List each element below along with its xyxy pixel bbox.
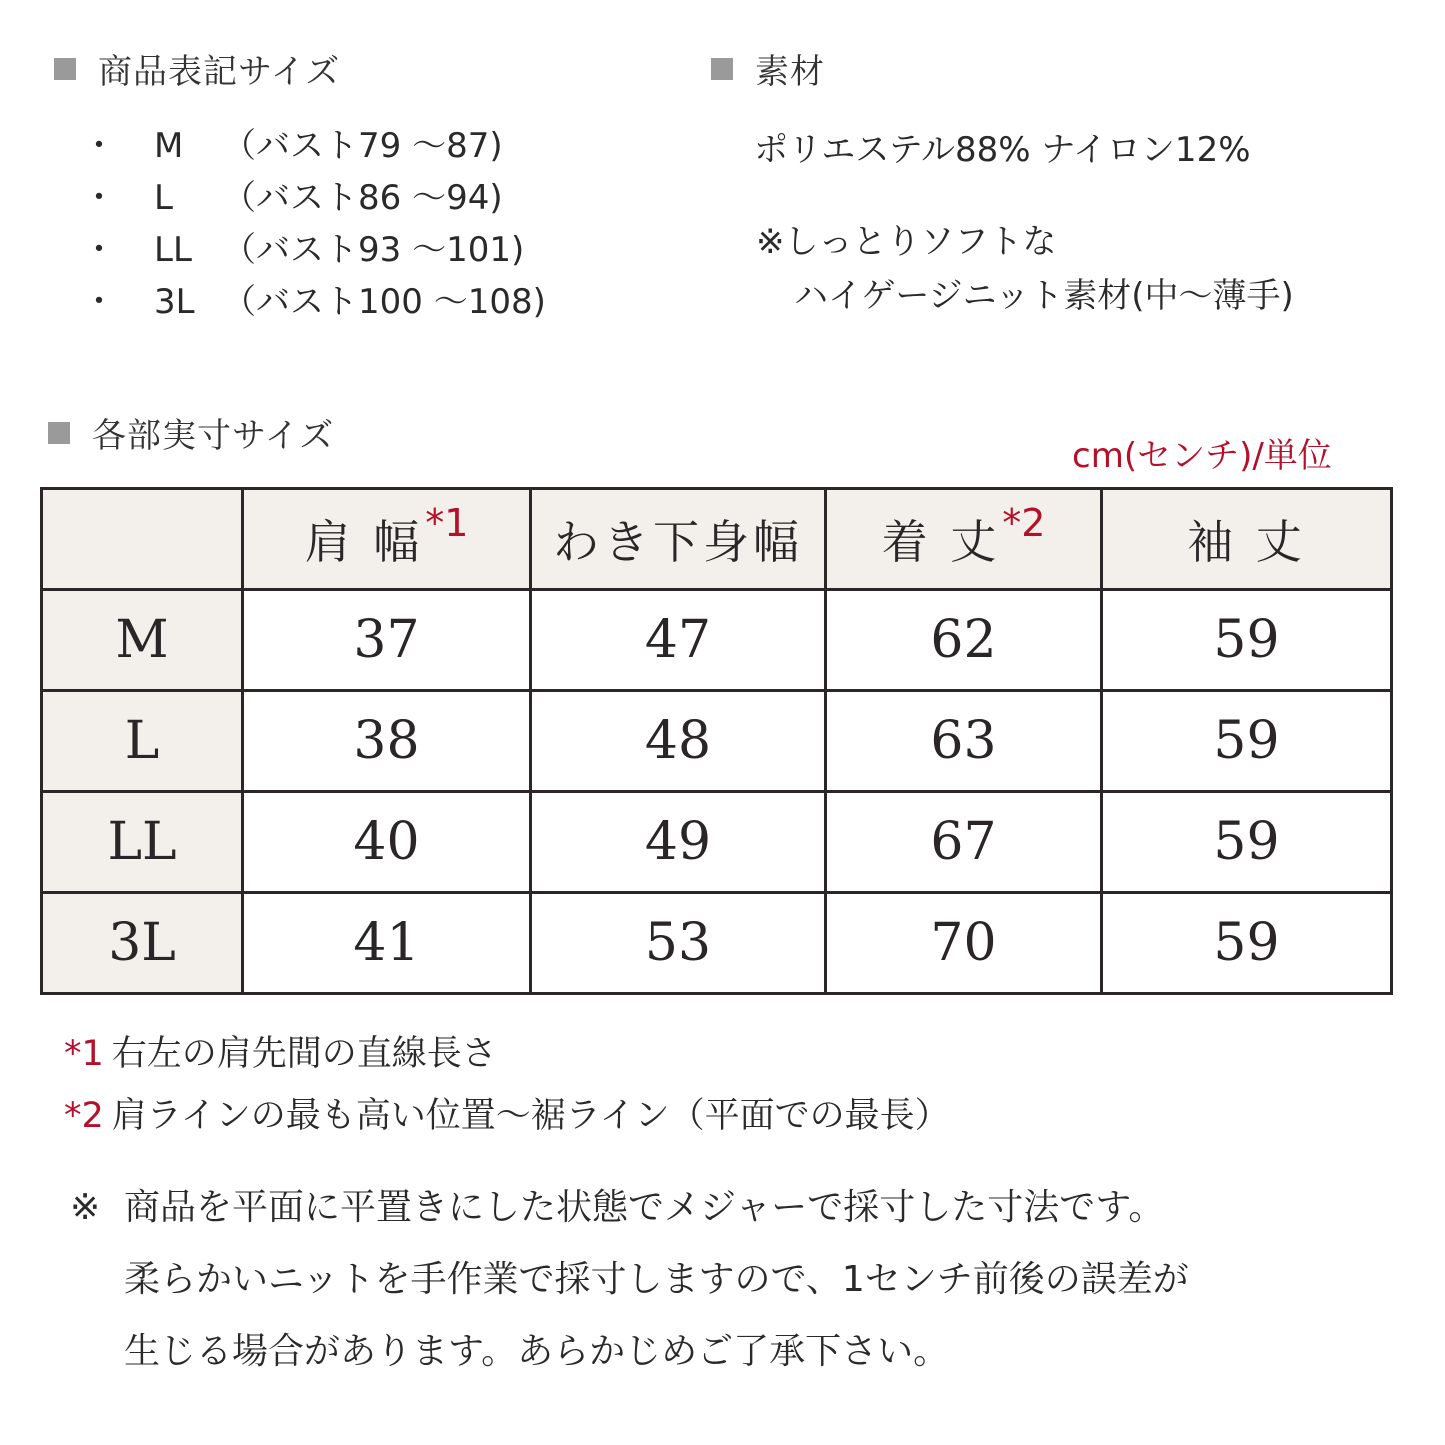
dot-bullet-icon: ・ xyxy=(82,282,116,322)
cell-value: 53 xyxy=(531,893,826,994)
cell-value: 49 xyxy=(531,792,826,893)
header-sleeve-length: 袖 丈 xyxy=(1102,489,1392,590)
cell-value: 38 xyxy=(243,691,531,792)
cell-value: 63 xyxy=(826,691,1102,792)
row-size-label: 3L xyxy=(42,893,243,994)
header-shoulder-width: 肩 幅$^{*1}$ xyxy=(243,489,531,590)
footnote-text: 右左の肩先間の直線長さ xyxy=(111,1034,497,1074)
list-item xyxy=(82,276,546,328)
labeled-size-list xyxy=(82,120,546,328)
footnote-mark-1: *1 xyxy=(425,501,469,545)
size-label: M xyxy=(154,126,184,166)
table-row xyxy=(42,590,1392,691)
cell-value: 59 xyxy=(1102,691,1392,792)
header-length: 着 丈$^{*2}$ xyxy=(826,489,1102,590)
header-corner xyxy=(42,489,243,590)
square-bullet-icon xyxy=(48,422,70,444)
cell-value: 59 xyxy=(1102,792,1392,893)
table-row xyxy=(42,792,1392,893)
cell-value: 40 xyxy=(243,792,531,893)
bust-range: （バスト93 ～101) xyxy=(222,230,525,270)
measurements-heading xyxy=(48,408,334,457)
material-note-line2: ハイゲージニット素材(中～薄手) xyxy=(794,276,1294,316)
footnote-mark: *1 xyxy=(64,1034,104,1074)
cell-value: 41 xyxy=(243,893,531,994)
size-label: L xyxy=(154,178,173,218)
material-heading xyxy=(711,44,825,93)
list-item xyxy=(82,224,546,276)
square-bullet-icon xyxy=(54,58,76,80)
row-size-label: L xyxy=(42,691,243,792)
material-title: 素材 xyxy=(755,52,825,92)
dot-bullet-icon: ・ xyxy=(82,126,116,166)
labeled-size-heading xyxy=(54,44,340,93)
square-bullet-icon xyxy=(711,58,733,80)
remark-line-1: 商品を平面に平置きにした状態でメジャーで採寸した寸法です。 xyxy=(124,1187,1165,1228)
bust-range: （バスト79 ～87) xyxy=(222,126,503,166)
cell-value: 59 xyxy=(1102,590,1392,691)
row-size-label: M xyxy=(42,590,243,691)
cell-value: 48 xyxy=(531,691,826,792)
footnote-mark: *2 xyxy=(64,1096,104,1136)
cell-value: 37 xyxy=(243,590,531,691)
unit-label: cm(センチ)/単位 xyxy=(1072,436,1332,476)
cell-value: 59 xyxy=(1102,893,1392,994)
footnote-2 xyxy=(64,1088,950,1138)
remark-line-3: 生じる場合があります。あらかじめご了承下さい。 xyxy=(124,1331,950,1372)
labeled-size-title: 商品表記サイズ xyxy=(98,52,341,92)
footnote-mark-2: *2 xyxy=(1002,501,1046,545)
remark-block xyxy=(124,1172,1189,1388)
material-composition: ポリエステル88% ナイロン12% xyxy=(754,130,1251,170)
measurement-table xyxy=(40,487,1393,995)
table-row xyxy=(42,893,1392,994)
row-size-label: LL xyxy=(42,792,243,893)
footnote-text: 肩ラインの最も高い位置～裾ライン（平面での最長） xyxy=(111,1096,950,1136)
cell-value: 47 xyxy=(531,590,826,691)
list-item xyxy=(82,172,546,224)
footnote-1 xyxy=(64,1026,497,1076)
header-chest-width: わき下身幅 xyxy=(531,489,826,590)
size-label: 3L xyxy=(154,282,195,322)
cell-value: 62 xyxy=(826,590,1102,691)
dot-bullet-icon: ・ xyxy=(82,230,116,270)
list-item xyxy=(82,120,546,172)
table-header-row xyxy=(42,489,1392,590)
table-row xyxy=(42,691,1392,792)
remark-line-2: 柔らかいニットを手作業で採寸しますので、1センチ前後の誤差が xyxy=(124,1259,1189,1300)
cell-value: 67 xyxy=(826,792,1102,893)
measurements-title: 各部実寸サイズ xyxy=(92,416,335,456)
size-label: LL xyxy=(154,230,192,270)
remark-symbol: ※ xyxy=(70,1187,101,1228)
cell-value: 70 xyxy=(826,893,1102,994)
dot-bullet-icon: ・ xyxy=(82,178,116,218)
bust-range: （バスト100 ～108) xyxy=(222,282,546,322)
material-note-line1: ※しっとりソフトな xyxy=(756,222,1057,262)
bust-range: （バスト86 ～94) xyxy=(222,178,503,218)
